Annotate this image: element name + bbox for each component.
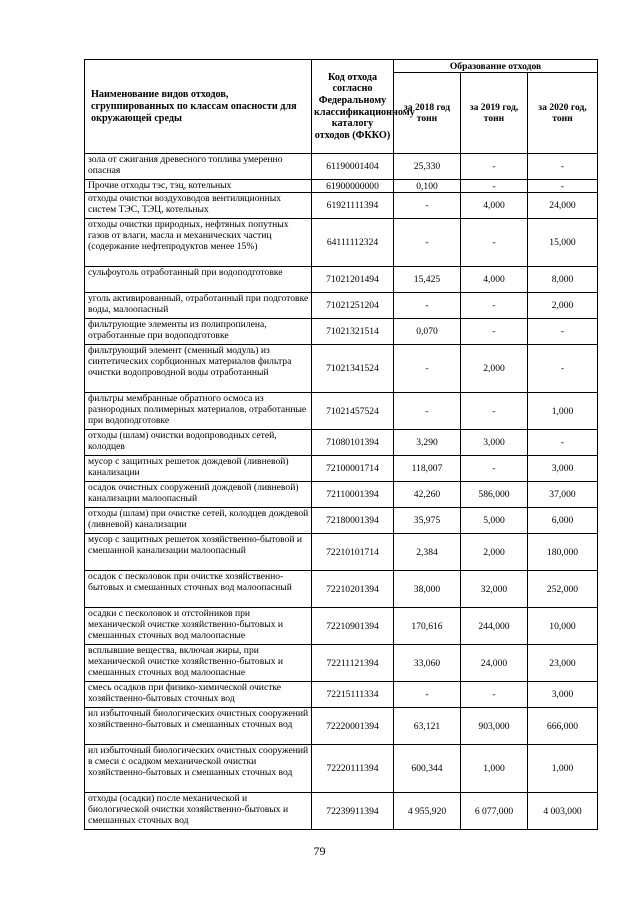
value-2019-cell: 586,000 bbox=[461, 482, 528, 508]
table-row bbox=[85, 219, 598, 267]
value-2019-cell: - bbox=[461, 456, 528, 482]
value-2020-cell: 8,000 bbox=[528, 267, 598, 293]
value-2020-cell: 666,000 bbox=[528, 708, 598, 745]
value-2018-cell: 35,975 bbox=[394, 508, 461, 534]
table-row bbox=[85, 345, 598, 393]
header-year-2019: за 2019 год, тонн bbox=[461, 73, 528, 154]
waste-name-cell: отходы (осадки) после механической и биологической очистки хозяйственно-бытовых и смешанных сточных вод bbox=[85, 793, 312, 830]
table-body bbox=[85, 154, 598, 830]
value-2019-cell: 4,000 bbox=[461, 267, 528, 293]
waste-code-cell: 61900000000 bbox=[312, 180, 394, 193]
waste-code-cell: 71021201494 bbox=[312, 267, 394, 293]
table-row bbox=[85, 608, 598, 645]
waste-name-cell: сульфоуголь отработанный при водоподготовке bbox=[85, 267, 312, 293]
waste-name-cell: мусор с защитных решеток дождевой (ливневой) канализации bbox=[85, 456, 312, 482]
waste-code-cell: 72220111394 bbox=[312, 745, 394, 793]
waste-name-cell: уголь активированный, отработанный при подготовке воды, малоопасный bbox=[85, 293, 312, 319]
header-year-2018: за 2018 год тонн bbox=[394, 73, 461, 154]
value-2020-cell: - bbox=[528, 319, 598, 345]
value-2020-cell: - bbox=[528, 180, 598, 193]
waste-code-cell: 71021321514 bbox=[312, 319, 394, 345]
waste-name-cell: отходы (шлам) очистки водопроводных сетей, колодцев bbox=[85, 430, 312, 456]
table-row bbox=[85, 745, 598, 793]
value-2018-cell: 0,070 bbox=[394, 319, 461, 345]
waste-code-cell: 64111112324 bbox=[312, 219, 394, 267]
value-2018-cell: - bbox=[394, 219, 461, 267]
value-2019-cell: - bbox=[461, 219, 528, 267]
waste-name-cell: фильтры мембранные обратного осмоса из разнородных полимерных материалов, отработанные при водоподготовке bbox=[85, 393, 312, 430]
value-2020-cell: - bbox=[528, 430, 598, 456]
value-2018-cell: - bbox=[394, 345, 461, 393]
value-2020-cell: 3,000 bbox=[528, 456, 598, 482]
table-row bbox=[85, 793, 598, 830]
value-2018-cell: - bbox=[394, 293, 461, 319]
header-row-top bbox=[85, 60, 598, 73]
waste-code-cell: 72180001394 bbox=[312, 508, 394, 534]
waste-code-cell: 72210901394 bbox=[312, 608, 394, 645]
table-row bbox=[85, 534, 598, 571]
table-row bbox=[85, 193, 598, 219]
value-2020-cell: 37,000 bbox=[528, 482, 598, 508]
value-2020-cell: 23,000 bbox=[528, 645, 598, 682]
value-2019-cell: 244,000 bbox=[461, 608, 528, 645]
value-2019-cell: 5,000 bbox=[461, 508, 528, 534]
header-code: Код отхода согласно Федеральному классификационному каталогу отходов (ФККО) bbox=[312, 60, 394, 154]
value-2018-cell: - bbox=[394, 393, 461, 430]
table-row bbox=[85, 293, 598, 319]
header-name: Наименование видов отходов, сгруппированных по классам опасности для окружающей среды bbox=[85, 60, 312, 154]
value-2019-cell: - bbox=[461, 319, 528, 345]
waste-code-cell: 72100001714 bbox=[312, 456, 394, 482]
value-2019-cell: 24,000 bbox=[461, 645, 528, 682]
table-row bbox=[85, 154, 598, 180]
table-row bbox=[85, 180, 598, 193]
value-2020-cell: 24,000 bbox=[528, 193, 598, 219]
value-2018-cell: 63,121 bbox=[394, 708, 461, 745]
value-2018-cell: 4 955,920 bbox=[394, 793, 461, 830]
value-2018-cell: 42,260 bbox=[394, 482, 461, 508]
value-2019-cell: 1,000 bbox=[461, 745, 528, 793]
table-row bbox=[85, 571, 598, 608]
value-2018-cell: 170,616 bbox=[394, 608, 461, 645]
waste-code-cell: 71021251204 bbox=[312, 293, 394, 319]
value-2018-cell: 25,330 bbox=[394, 154, 461, 180]
value-2019-cell: 2,000 bbox=[461, 345, 528, 393]
waste-code-cell: 61190001404 bbox=[312, 154, 394, 180]
waste-name-cell: осадок с песколовок при очистке хозяйственно-бытовых и смешанных сточных вод малоопасный bbox=[85, 571, 312, 608]
waste-name-cell: фильтрующие элементы из полипропилена, отработанные при водоподготовке bbox=[85, 319, 312, 345]
waste-code-cell: 72210101714 bbox=[312, 534, 394, 571]
waste-code-cell: 71021341524 bbox=[312, 345, 394, 393]
value-2019-cell: 32,000 bbox=[461, 571, 528, 608]
table-row bbox=[85, 508, 598, 534]
waste-name-cell: фильтрующий элемент (сменный модуль) из синтетических сорбционных материалов фильтра очистки водопроводной воды отработанный bbox=[85, 345, 312, 393]
waste-name-cell: мусор с защитных решеток хозяйственно-бытовой и смешанной канализации малоопасный bbox=[85, 534, 312, 571]
value-2020-cell: 4 003,000 bbox=[528, 793, 598, 830]
page-number: 79 bbox=[313, 844, 326, 858]
waste-name-cell: отходы очистки воздуховодов вентиляционных систем ТЭС, ТЭЦ, котельных bbox=[85, 193, 312, 219]
waste-code-cell: 72215111334 bbox=[312, 682, 394, 708]
value-2020-cell: 1,000 bbox=[528, 745, 598, 793]
value-2018-cell: 3,290 bbox=[394, 430, 461, 456]
value-2019-cell: 2,000 bbox=[461, 534, 528, 571]
value-2019-cell: 6 077,000 bbox=[461, 793, 528, 830]
table-row bbox=[85, 682, 598, 708]
table-header bbox=[85, 60, 598, 154]
value-2020-cell: 3,000 bbox=[528, 682, 598, 708]
value-2019-cell: 4,000 bbox=[461, 193, 528, 219]
header-year-2020: за 2020 год, тонн bbox=[528, 73, 598, 154]
waste-code-cell: 61921111394 bbox=[312, 193, 394, 219]
table-row bbox=[85, 645, 598, 682]
waste-table bbox=[84, 59, 598, 830]
value-2018-cell: - bbox=[394, 193, 461, 219]
waste-name-cell: осадки с песколовок и отстойников при механической очистке хозяйственно-бытовых и смешанных сточных вод малоопасные bbox=[85, 608, 312, 645]
table-row bbox=[85, 393, 598, 430]
value-2018-cell: - bbox=[394, 682, 461, 708]
value-2020-cell: - bbox=[528, 154, 598, 180]
table-row bbox=[85, 708, 598, 745]
value-2019-cell: - bbox=[461, 393, 528, 430]
waste-name-cell: отходы очистки природных, нефтяных попутных газов от влаги, масла и механических частиц (содержание нефтепродуктов менее 15%) bbox=[85, 219, 312, 267]
value-2018-cell: 15,425 bbox=[394, 267, 461, 293]
value-2018-cell: 0,100 bbox=[394, 180, 461, 193]
value-2019-cell: 903,000 bbox=[461, 708, 528, 745]
table-row bbox=[85, 482, 598, 508]
header-group: Образование отходов bbox=[394, 60, 598, 73]
table-row bbox=[85, 267, 598, 293]
waste-name-cell: смесь осадков при физико-химической очистке хозяйственно-бытовых сточных вод bbox=[85, 682, 312, 708]
value-2019-cell: - bbox=[461, 682, 528, 708]
waste-name-cell: ил избыточный биологических очистных сооружений хозяйственно-бытовых и смешанных сточных вод bbox=[85, 708, 312, 745]
value-2020-cell: 10,000 bbox=[528, 608, 598, 645]
value-2019-cell: - bbox=[461, 180, 528, 193]
waste-name-cell: отходы (шлам) при очистке сетей, колодцев дождевой (ливневой) канализации bbox=[85, 508, 312, 534]
value-2019-cell: - bbox=[461, 154, 528, 180]
value-2018-cell: 38,000 bbox=[394, 571, 461, 608]
waste-name-cell: Прочие отходы тэс, тэц, котельных bbox=[85, 180, 312, 193]
waste-name-cell: зола от сжигания древесного топлива умеренно опасная bbox=[85, 154, 312, 180]
waste-code-cell: 71021457524 bbox=[312, 393, 394, 430]
waste-code-cell: 71080101394 bbox=[312, 430, 394, 456]
value-2020-cell: - bbox=[528, 345, 598, 393]
waste-code-cell: 72211121394 bbox=[312, 645, 394, 682]
waste-code-cell: 72110001394 bbox=[312, 482, 394, 508]
value-2020-cell: 1,000 bbox=[528, 393, 598, 430]
value-2020-cell: 15,000 bbox=[528, 219, 598, 267]
value-2019-cell: - bbox=[461, 293, 528, 319]
value-2018-cell: 33,060 bbox=[394, 645, 461, 682]
value-2018-cell: 2,384 bbox=[394, 534, 461, 571]
waste-code-cell: 72210201394 bbox=[312, 571, 394, 608]
value-2018-cell: 118,007 bbox=[394, 456, 461, 482]
waste-code-cell: 72220001394 bbox=[312, 708, 394, 745]
table-row bbox=[85, 456, 598, 482]
value-2020-cell: 180,000 bbox=[528, 534, 598, 571]
value-2018-cell: 600,344 bbox=[394, 745, 461, 793]
waste-name-cell: всплывшие вещества, включая жиры, при механической очистке хозяйственно-бытовых и смешанных сточных вод малоопасные bbox=[85, 645, 312, 682]
value-2019-cell: 3,000 bbox=[461, 430, 528, 456]
table-row bbox=[85, 430, 598, 456]
table-row bbox=[85, 319, 598, 345]
waste-name-cell: осадок очистных сооружений дождевой (ливневой) канализации малоопасный bbox=[85, 482, 312, 508]
value-2020-cell: 2,000 bbox=[528, 293, 598, 319]
waste-code-cell: 72239911394 bbox=[312, 793, 394, 830]
value-2020-cell: 6,000 bbox=[528, 508, 598, 534]
waste-name-cell: ил избыточный биологических очистных сооружений в смеси с осадком механической очистки хозяйственно-бытовых и смешанных сточных вод bbox=[85, 745, 312, 793]
value-2020-cell: 252,000 bbox=[528, 571, 598, 608]
